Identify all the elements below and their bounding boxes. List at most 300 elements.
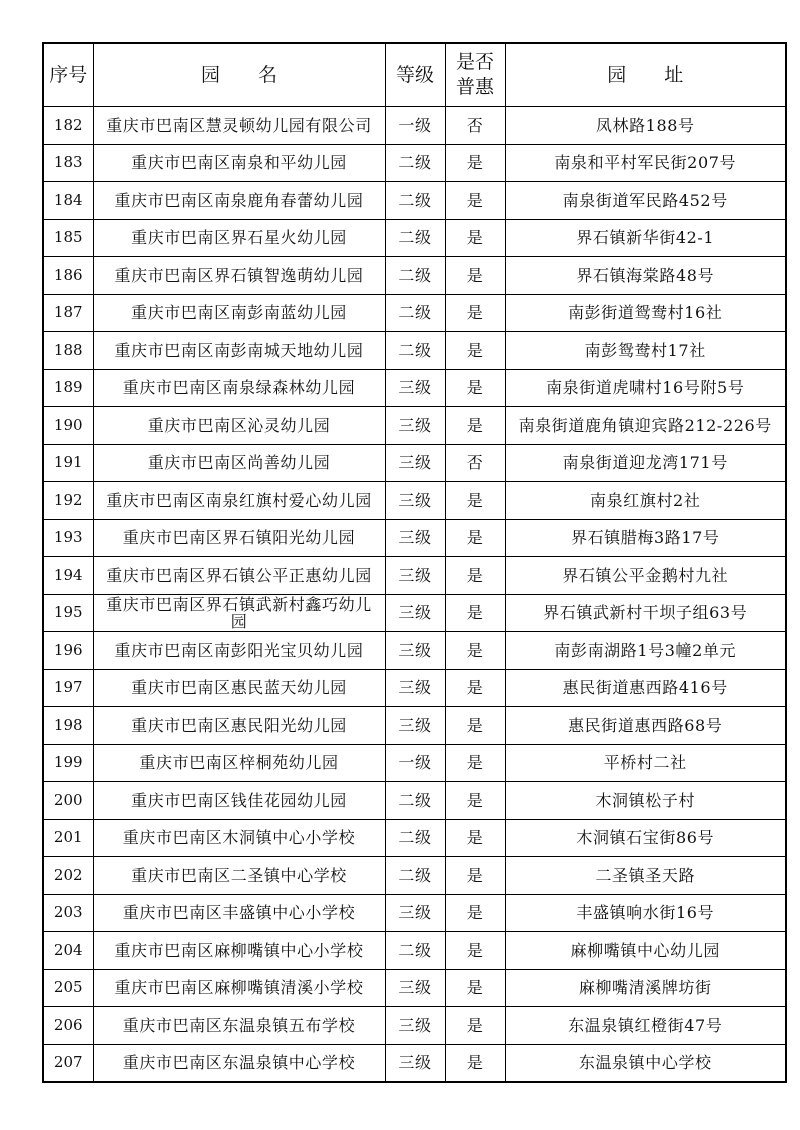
cell-level <box>385 632 445 670</box>
cell-level <box>385 107 445 145</box>
cell-level <box>385 969 445 1007</box>
header-address <box>505 43 786 107</box>
table-row <box>43 219 786 257</box>
cell-no-text: 185 <box>53 228 83 247</box>
table-row <box>43 819 786 857</box>
cell-puhui-text: 是 <box>466 940 484 960</box>
cell-name <box>93 219 385 257</box>
cell-address-text: 南泉街道军民路452号 <box>562 190 728 210</box>
cell-puhui <box>445 819 505 857</box>
cell-no-text: 184 <box>53 190 83 209</box>
cell-address-text: 平桥村二社 <box>603 753 687 773</box>
cell-puhui <box>445 107 505 145</box>
cell-name-text: 重庆市巴南区南泉绿森林幼儿园 <box>122 378 356 398</box>
cell-address-text: 南泉街道鹿角镇迎宾路212-226号 <box>518 415 772 435</box>
cell-level-text: 一级 <box>398 115 432 135</box>
table-row <box>43 969 786 1007</box>
cell-level-text: 三级 <box>398 490 432 510</box>
cell-no <box>43 182 93 220</box>
cell-level <box>385 782 445 820</box>
cell-address <box>505 669 786 707</box>
cell-level <box>385 182 445 220</box>
cell-puhui-text: 是 <box>466 678 484 698</box>
cell-no <box>43 782 93 820</box>
cell-no-text: 205 <box>53 978 83 997</box>
cell-address <box>505 894 786 932</box>
header-puhui-line1: 是否 <box>455 51 494 73</box>
cell-puhui <box>445 257 505 295</box>
cell-address-text: 南泉和平村军民街207号 <box>554 153 737 173</box>
cell-address <box>505 857 786 895</box>
cell-puhui <box>445 369 505 407</box>
cell-no <box>43 1044 93 1082</box>
cell-name-text: 重庆市巴南区丰盛镇中心小学校 <box>122 903 356 923</box>
header-row <box>43 43 786 107</box>
cell-address <box>505 482 786 520</box>
cell-address-text: 二圣镇圣天路 <box>595 865 696 885</box>
cell-no-text: 200 <box>53 790 83 809</box>
cell-level <box>385 669 445 707</box>
cell-address <box>505 707 786 745</box>
cell-name <box>93 744 385 782</box>
cell-address-text: 界石镇武新村干坝子组63号 <box>543 603 748 623</box>
cell-no-text: 187 <box>53 303 83 322</box>
cell-no-text: 207 <box>53 1053 83 1072</box>
cell-no-text: 198 <box>53 715 83 734</box>
table-row <box>43 707 786 745</box>
cell-name <box>93 1044 385 1082</box>
table-row <box>43 294 786 332</box>
cell-name-text: 重庆市巴南区慧灵顿幼儿园有限公司 <box>106 115 372 135</box>
cell-name-text: 重庆市巴南区南泉鹿角春蕾幼儿园 <box>114 190 364 210</box>
cell-puhui <box>445 332 505 370</box>
cell-name-text: 重庆市巴南区界石镇智逸萌幼儿园 <box>114 265 364 285</box>
cell-name <box>93 857 385 895</box>
cell-address <box>505 219 786 257</box>
cell-name <box>93 369 385 407</box>
cell-level <box>385 294 445 332</box>
cell-no-text: 197 <box>53 678 83 697</box>
cell-no <box>43 557 93 595</box>
table-row <box>43 182 786 220</box>
cell-puhui-text: 是 <box>466 340 484 360</box>
cell-name <box>93 294 385 332</box>
cell-address <box>505 932 786 970</box>
cell-name-text: 重庆市巴南区东温泉镇中心学校 <box>122 1053 356 1073</box>
cell-no <box>43 257 93 295</box>
cell-no-text: 189 <box>53 378 83 397</box>
cell-puhui <box>445 444 505 482</box>
cell-level <box>385 369 445 407</box>
kindergarten-table <box>42 42 787 1083</box>
cell-level <box>385 219 445 257</box>
cell-no <box>43 369 93 407</box>
cell-level-text: 二级 <box>398 340 432 360</box>
cell-puhui-text: 是 <box>466 190 484 210</box>
cell-no <box>43 144 93 182</box>
cell-level-text: 三级 <box>398 378 432 398</box>
cell-puhui-text: 是 <box>466 565 484 585</box>
table-row <box>43 1044 786 1082</box>
cell-level-text: 三级 <box>398 903 432 923</box>
cell-name-text: 重庆市巴南区惠民阳光幼儿园 <box>131 715 347 735</box>
cell-no <box>43 819 93 857</box>
cell-puhui <box>445 932 505 970</box>
cell-name <box>93 632 385 670</box>
cell-address <box>505 632 786 670</box>
cell-no-text: 196 <box>53 640 83 659</box>
cell-no-text: 193 <box>53 528 83 547</box>
cell-level <box>385 594 445 632</box>
table-row <box>43 782 786 820</box>
cell-address <box>505 369 786 407</box>
cell-no <box>43 519 93 557</box>
cell-level-text: 三级 <box>398 715 432 735</box>
cell-level-text: 三级 <box>398 640 432 660</box>
cell-puhui <box>445 669 505 707</box>
cell-level-text: 三级 <box>398 1053 432 1073</box>
cell-puhui-text: 是 <box>466 790 484 810</box>
cell-name-text: 重庆市巴南区麻柳嘴镇中心小学校 <box>114 940 364 960</box>
cell-no-text: 204 <box>53 940 83 959</box>
cell-address <box>505 407 786 445</box>
table-row <box>43 519 786 557</box>
table-row <box>43 594 786 632</box>
cell-level-text: 二级 <box>398 828 432 848</box>
cell-address <box>505 107 786 145</box>
cell-no <box>43 744 93 782</box>
cell-name <box>93 144 385 182</box>
cell-name-text: 重庆市巴南区尚善幼儿园 <box>147 453 331 473</box>
cell-level-text: 三级 <box>398 453 432 473</box>
cell-no <box>43 969 93 1007</box>
cell-level <box>385 557 445 595</box>
cell-name <box>93 482 385 520</box>
cell-name-text: 重庆市巴南区惠民蓝天幼儿园 <box>131 678 347 698</box>
cell-address <box>505 182 786 220</box>
cell-address-text: 麻柳嘴镇中心幼儿园 <box>570 940 720 960</box>
cell-puhui-text: 是 <box>466 528 484 548</box>
cell-puhui <box>445 182 505 220</box>
cell-address-text: 木洞镇松子村 <box>595 790 696 810</box>
cell-name <box>93 444 385 482</box>
cell-level-text: 三级 <box>398 415 432 435</box>
cell-puhui-text: 是 <box>466 1015 484 1035</box>
cell-name-text: 重庆市巴南区南彭阳光宝贝幼儿园 <box>114 640 364 660</box>
cell-address-text: 界石镇公平金鹅村九社 <box>562 565 729 585</box>
cell-address-text: 东温泉镇红橙街47号 <box>568 1015 723 1035</box>
cell-name-text: 重庆市巴南区南泉和平幼儿园 <box>131 153 347 173</box>
cell-no-text: 190 <box>53 415 83 434</box>
cell-level <box>385 144 445 182</box>
cell-name-text: 重庆市巴南区沁灵幼儿园 <box>147 415 331 435</box>
table-row <box>43 557 786 595</box>
cell-level-text: 三级 <box>398 603 432 623</box>
cell-name-text: 重庆市巴南区南彭南蓝幼儿园 <box>131 303 347 323</box>
cell-puhui-text: 是 <box>466 490 484 510</box>
cell-name <box>93 594 385 632</box>
header-no-text: 序号 <box>49 63 88 86</box>
cell-address <box>505 782 786 820</box>
cell-puhui-text: 是 <box>466 903 484 923</box>
cell-no-text: 201 <box>53 828 83 847</box>
table-body <box>43 107 786 1083</box>
cell-no-text: 186 <box>53 265 83 284</box>
cell-address-text: 东温泉镇中心学校 <box>578 1053 712 1073</box>
cell-address-text: 界石镇新华街42-1 <box>576 228 715 248</box>
cell-no <box>43 482 93 520</box>
cell-puhui <box>445 219 505 257</box>
cell-no-text: 192 <box>53 490 83 509</box>
cell-no-text: 183 <box>53 153 83 172</box>
cell-name <box>93 332 385 370</box>
cell-no <box>43 932 93 970</box>
cell-puhui <box>445 144 505 182</box>
table-row <box>43 744 786 782</box>
cell-address-text: 南泉红旗村2社 <box>590 490 701 510</box>
cell-level-text: 二级 <box>398 940 432 960</box>
cell-puhui-text: 是 <box>466 640 484 660</box>
cell-address-text: 惠民街道惠西路416号 <box>562 678 728 698</box>
cell-level-text: 二级 <box>398 865 432 885</box>
table-row <box>43 407 786 445</box>
cell-name-text: 重庆市巴南区南泉红旗村爱心幼儿园 <box>106 490 372 510</box>
cell-name <box>93 894 385 932</box>
header-level <box>385 43 445 107</box>
cell-level <box>385 894 445 932</box>
cell-level-text: 三级 <box>398 528 432 548</box>
cell-puhui-text: 是 <box>466 753 484 773</box>
cell-name <box>93 819 385 857</box>
cell-name-text: 重庆市巴南区钱佳花园幼儿园 <box>131 790 347 810</box>
cell-level <box>385 932 445 970</box>
cell-level <box>385 707 445 745</box>
cell-level-text: 三级 <box>398 1015 432 1035</box>
cell-name <box>93 1007 385 1045</box>
table-row <box>43 332 786 370</box>
cell-puhui-text: 是 <box>466 378 484 398</box>
cell-address-text: 南泉街道迎龙湾171号 <box>562 453 728 473</box>
cell-name-text: 重庆市巴南区东温泉镇五布学校 <box>122 1015 356 1035</box>
table-row <box>43 932 786 970</box>
header-puhui <box>445 43 505 107</box>
cell-address <box>505 1007 786 1045</box>
cell-puhui <box>445 482 505 520</box>
cell-no <box>43 1007 93 1045</box>
cell-name-text: 重庆市巴南区梓桐苑幼儿园 <box>139 753 339 773</box>
cell-puhui <box>445 744 505 782</box>
cell-name <box>93 257 385 295</box>
cell-name-text: 重庆市巴南区界石星火幼儿园 <box>131 228 347 248</box>
cell-address-text: 凤林路188号 <box>595 115 695 135</box>
cell-puhui-text: 否 <box>466 453 484 473</box>
cell-level <box>385 257 445 295</box>
cell-level <box>385 819 445 857</box>
cell-no-text: 206 <box>53 1015 83 1034</box>
table-row <box>43 632 786 670</box>
cell-name-text: 重庆市巴南区麻柳嘴镇清溪小学校 <box>114 978 364 998</box>
cell-address-text: 木洞镇石宝街86号 <box>576 828 715 848</box>
cell-puhui-text: 否 <box>466 115 484 135</box>
cell-level <box>385 407 445 445</box>
cell-level-text: 二级 <box>398 303 432 323</box>
cell-level-text: 三级 <box>398 978 432 998</box>
cell-no <box>43 632 93 670</box>
cell-name-text: 重庆市巴南区界石镇阳光幼儿园 <box>122 528 356 548</box>
header-name <box>93 43 385 107</box>
table-row <box>43 669 786 707</box>
cell-no <box>43 407 93 445</box>
table-row <box>43 482 786 520</box>
cell-address <box>505 444 786 482</box>
cell-address-text: 南彭鸳鸯村17社 <box>584 340 706 360</box>
cell-name <box>93 557 385 595</box>
cell-puhui <box>445 857 505 895</box>
table-row <box>43 444 786 482</box>
cell-name <box>93 932 385 970</box>
cell-name <box>93 782 385 820</box>
cell-no <box>43 444 93 482</box>
cell-address-text: 界石镇海棠路48号 <box>576 265 715 285</box>
cell-no <box>43 332 93 370</box>
document-page <box>42 42 787 1083</box>
cell-name <box>93 669 385 707</box>
cell-puhui <box>445 632 505 670</box>
cell-address <box>505 332 786 370</box>
header-no <box>43 43 93 107</box>
cell-level <box>385 1007 445 1045</box>
cell-no-text: 195 <box>53 603 83 622</box>
cell-level <box>385 444 445 482</box>
cell-name <box>93 107 385 145</box>
cell-puhui-text: 是 <box>466 828 484 848</box>
table-header <box>43 43 786 107</box>
cell-address <box>505 1044 786 1082</box>
cell-level <box>385 1044 445 1082</box>
cell-puhui <box>445 294 505 332</box>
cell-no-text: 182 <box>53 115 83 134</box>
cell-puhui-text: 是 <box>466 153 484 173</box>
cell-puhui-text: 是 <box>466 1053 484 1073</box>
cell-puhui <box>445 519 505 557</box>
cell-address-text: 惠民街道惠西路68号 <box>568 715 723 735</box>
cell-no <box>43 219 93 257</box>
cell-puhui-text: 是 <box>466 865 484 885</box>
cell-level-text: 二级 <box>398 153 432 173</box>
cell-puhui <box>445 1007 505 1045</box>
cell-puhui <box>445 894 505 932</box>
cell-puhui-text: 是 <box>466 228 484 248</box>
cell-puhui-text: 是 <box>466 265 484 285</box>
cell-name-text: 重庆市巴南区界石镇武新村鑫巧幼儿园 <box>106 594 372 631</box>
cell-level-text: 一级 <box>398 753 432 773</box>
cell-address <box>505 557 786 595</box>
cell-address <box>505 294 786 332</box>
cell-puhui-text: 是 <box>466 603 484 623</box>
table-row <box>43 107 786 145</box>
table-row <box>43 257 786 295</box>
cell-name-text: 重庆市巴南区木洞镇中心小学校 <box>122 828 356 848</box>
cell-level-text: 二级 <box>398 228 432 248</box>
cell-name <box>93 707 385 745</box>
header-address-text: 园 址 <box>607 63 684 86</box>
cell-puhui-text: 是 <box>466 415 484 435</box>
cell-level <box>385 332 445 370</box>
cell-no-text: 194 <box>53 565 83 584</box>
cell-no-text: 203 <box>53 903 83 922</box>
cell-puhui <box>445 707 505 745</box>
cell-address-text: 麻柳嘴清溪牌坊街 <box>578 978 712 998</box>
cell-puhui <box>445 407 505 445</box>
cell-puhui <box>445 782 505 820</box>
cell-name-text: 重庆市巴南区界石镇公平正惠幼儿园 <box>106 565 372 585</box>
cell-level-text: 三级 <box>398 565 432 585</box>
cell-no <box>43 707 93 745</box>
table-row <box>43 369 786 407</box>
cell-level-text: 二级 <box>398 190 432 210</box>
cell-name-text: 重庆市巴南区南彭南城天地幼儿园 <box>114 340 364 360</box>
cell-puhui <box>445 1044 505 1082</box>
cell-name <box>93 407 385 445</box>
cell-puhui <box>445 594 505 632</box>
cell-no-text: 188 <box>53 340 83 359</box>
table-row <box>43 857 786 895</box>
cell-puhui-text: 是 <box>466 303 484 323</box>
cell-address <box>505 819 786 857</box>
cell-level <box>385 857 445 895</box>
table-row <box>43 894 786 932</box>
cell-no <box>43 594 93 632</box>
cell-level-text: 三级 <box>398 678 432 698</box>
cell-address <box>505 144 786 182</box>
cell-level <box>385 482 445 520</box>
table-row <box>43 144 786 182</box>
cell-puhui <box>445 969 505 1007</box>
cell-address <box>505 257 786 295</box>
cell-no <box>43 857 93 895</box>
cell-address-text: 南彭街道鸳鸯村16社 <box>568 303 723 323</box>
cell-level-text: 二级 <box>398 265 432 285</box>
cell-no <box>43 894 93 932</box>
cell-no <box>43 107 93 145</box>
header-level-text: 等级 <box>395 63 434 86</box>
cell-name <box>93 182 385 220</box>
cell-no-text: 191 <box>53 453 83 472</box>
cell-name-text: 重庆市巴南区二圣镇中心学校 <box>131 865 347 885</box>
cell-puhui-text: 是 <box>466 715 484 735</box>
cell-puhui <box>445 557 505 595</box>
table-row <box>43 1007 786 1045</box>
cell-level <box>385 519 445 557</box>
cell-address <box>505 594 786 632</box>
cell-address <box>505 744 786 782</box>
cell-name <box>93 519 385 557</box>
cell-address <box>505 969 786 1007</box>
cell-no-text: 202 <box>53 865 83 884</box>
cell-name <box>93 969 385 1007</box>
cell-level <box>385 744 445 782</box>
cell-address-text: 丰盛镇响水街16号 <box>576 903 715 923</box>
cell-address-text: 界石镇腊梅3路17号 <box>570 528 720 548</box>
cell-address <box>505 519 786 557</box>
cell-address-text: 南泉街道虎啸村16号附5号 <box>546 378 745 398</box>
cell-no <box>43 669 93 707</box>
cell-no-text: 199 <box>53 753 83 772</box>
cell-no <box>43 294 93 332</box>
cell-address-text: 南彭南湖路1号3幢2单元 <box>554 640 737 660</box>
header-name-text: 园 名 <box>200 63 277 86</box>
header-puhui-line2: 普惠 <box>455 76 494 98</box>
